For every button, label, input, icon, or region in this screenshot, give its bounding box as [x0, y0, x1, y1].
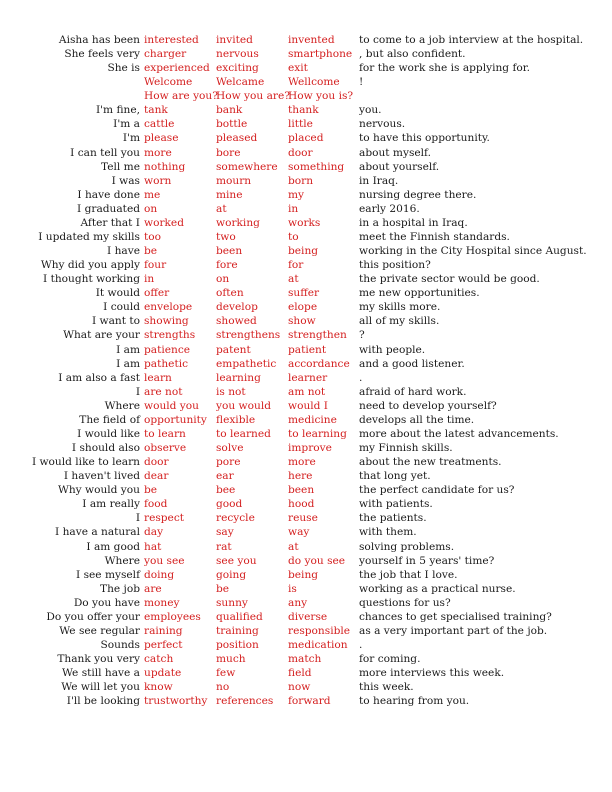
sentence-end: about myself.: [359, 146, 431, 159]
exercise-row: [0, 272, 612, 286]
exercise-row: [0, 554, 612, 568]
exercise-row: [0, 568, 612, 582]
word-option-3[interactable]: medicine: [288, 413, 337, 426]
sentence-end: more interviews this week.: [359, 667, 505, 680]
word-option-3[interactable]: match: [288, 653, 322, 666]
sentence-end: chances to get specialised training?: [359, 610, 552, 623]
word-option-2[interactable]: been: [216, 245, 243, 258]
sentence-end: meet the Finnish standards.: [359, 230, 510, 243]
word-option-2[interactable]: recycle: [216, 512, 255, 525]
word-option-3[interactable]: forward: [288, 695, 331, 708]
sentence-start: I: [135, 385, 140, 398]
sentence-start: I want to: [91, 315, 140, 328]
word-option-1[interactable]: cattle: [144, 118, 175, 131]
word-option-2[interactable]: going: [216, 568, 247, 581]
sentence-start: I would like to learn: [31, 456, 140, 469]
word-option-1[interactable]: four: [144, 259, 167, 272]
word-option-2[interactable]: Welcame: [216, 76, 265, 89]
sentence-end: to have this opportunity.: [359, 132, 490, 145]
exercise-row: [0, 385, 612, 399]
sentence-end: about the new treatments.: [359, 456, 502, 469]
word-option-3[interactable]: to learning: [288, 427, 347, 440]
sentence-end: afraid of hard work.: [359, 385, 467, 398]
exercise-row: [0, 582, 612, 596]
exercise-row: [0, 427, 612, 441]
sentence-start: Thank you very: [57, 653, 140, 666]
exercise-row: [0, 666, 612, 680]
exercise-row: [0, 146, 612, 160]
exercise-row: [0, 300, 612, 314]
word-option-2[interactable]: at: [216, 202, 227, 215]
word-option-2[interactable]: position: [216, 639, 259, 651]
sentence-end: more about the latest advancements.: [359, 427, 559, 440]
word-option-2[interactable]: good: [216, 498, 243, 511]
sentence-start: I can tell you: [70, 146, 140, 159]
word-option-1[interactable]: know: [144, 681, 173, 694]
word-option-2[interactable]: pleased: [216, 132, 258, 145]
exercise-row: [0, 469, 612, 483]
word-option-1[interactable]: hat: [144, 540, 162, 553]
word-option-1[interactable]: day: [144, 526, 164, 539]
sentence-end: in a hospital in Iraq.: [359, 216, 468, 229]
sentence-start: I could: [103, 301, 140, 314]
word-option-3[interactable]: diverse: [288, 610, 328, 623]
word-option-2[interactable]: exciting: [216, 62, 259, 75]
word-option-1[interactable]: raining: [144, 624, 183, 637]
word-option-3[interactable]: at: [288, 273, 299, 286]
word-option-2[interactable]: training: [216, 624, 259, 637]
word-option-3[interactable]: born: [288, 174, 314, 187]
sentence-start: The job: [100, 582, 140, 595]
sentence-start: Where: [104, 399, 140, 412]
sentence-end: nursing degree there.: [359, 188, 477, 201]
exercise-row: [0, 89, 612, 103]
exercise-row: [0, 511, 612, 525]
word-option-3[interactable]: accordance: [288, 357, 350, 370]
word-option-1[interactable]: door: [144, 456, 169, 469]
word-option-1[interactable]: perfect: [144, 639, 183, 651]
sentence-end: all of my skills.: [359, 315, 440, 328]
word-option-3[interactable]: door: [288, 146, 313, 159]
exercise-row: [0, 47, 612, 61]
word-option-1[interactable]: offer: [144, 287, 170, 300]
sentence-start: Aisha has been: [58, 34, 140, 46]
exercise-row: [0, 455, 612, 469]
sentence-end: !: [359, 76, 364, 89]
sentence-end: in Iraq.: [359, 174, 399, 187]
word-option-3[interactable]: at: [288, 540, 299, 553]
sentence-start: What are your: [63, 329, 140, 342]
exercise-row: [0, 483, 612, 497]
word-option-3[interactable]: now: [288, 681, 311, 694]
word-option-3[interactable]: more: [288, 456, 316, 469]
word-option-3[interactable]: been: [288, 484, 315, 497]
word-option-2[interactable]: bore: [216, 146, 241, 159]
sentence-start: It would: [95, 287, 140, 300]
exercise-row: [0, 75, 612, 89]
sentence-start: After that I: [80, 216, 140, 229]
word-option-3[interactable]: am not: [288, 385, 326, 398]
word-option-1[interactable]: money: [144, 596, 180, 609]
exercise-row: [0, 399, 612, 413]
sentence-start: I'm a: [113, 118, 140, 131]
exercise-row: [0, 413, 612, 427]
word-option-2[interactable]: flexible: [216, 413, 256, 426]
word-option-1[interactable]: doing: [144, 568, 175, 581]
word-option-2[interactable]: rat: [216, 540, 232, 553]
word-option-1[interactable]: to learn: [144, 427, 186, 440]
word-option-3[interactable]: reuse: [288, 512, 318, 525]
word-option-1[interactable]: please: [144, 132, 179, 145]
sentence-start: We still have a: [62, 667, 140, 680]
word-option-1[interactable]: be: [144, 245, 158, 258]
exercise-row: [0, 131, 612, 145]
sentence-start: I am also a fast: [58, 371, 140, 384]
word-option-2[interactable]: mine: [216, 188, 243, 201]
sentence-end: the private sector would be good.: [359, 273, 540, 286]
sentence-end: ?: [359, 329, 365, 342]
sentence-start: We see regular: [59, 624, 140, 637]
sentence-start: Do you have: [73, 596, 140, 609]
sentence-start: I see myself: [76, 568, 140, 581]
word-option-2[interactable]: bank: [216, 104, 243, 117]
sentence-start: I should also: [71, 442, 140, 455]
word-option-1[interactable]: learn: [144, 371, 172, 384]
word-option-1[interactable]: experienced: [144, 62, 210, 75]
sentence-end: yourself in 5 years' time?: [359, 554, 495, 567]
sentence-start: She feels very: [64, 48, 140, 61]
word-option-3[interactable]: would I: [288, 399, 328, 412]
word-option-3[interactable]: patient: [288, 343, 327, 356]
word-option-2[interactable]: somewhere: [216, 160, 278, 173]
word-option-3[interactable]: elope: [288, 301, 318, 314]
sentence-start: I haven't lived: [63, 470, 140, 483]
exercise-row: [0, 286, 612, 300]
sentence-end: working as a practical nurse.: [359, 582, 516, 595]
exercise-row: [0, 525, 612, 539]
sentence-end: the patients.: [359, 512, 427, 525]
word-option-3[interactable]: my: [288, 188, 305, 201]
word-option-3[interactable]: How you is?: [288, 90, 354, 103]
sentence-start: I: [135, 512, 140, 525]
sentence-start: I'll be looking: [66, 695, 140, 708]
word-option-3[interactable]: exit: [288, 62, 308, 75]
sentence-end: the job that I love.: [359, 568, 458, 581]
word-option-1[interactable]: respect: [144, 512, 185, 525]
word-option-3[interactable]: any: [288, 596, 308, 609]
sentence-start: I have a natural: [55, 526, 140, 539]
exercise-row: [0, 216, 612, 230]
exercise-row: [0, 230, 612, 244]
word-option-3[interactable]: being: [288, 568, 319, 581]
exercise-row: [0, 357, 612, 371]
sentence-start: I thought working: [43, 273, 140, 286]
exercise-row: [0, 188, 612, 202]
sentence-start: I'm: [122, 132, 140, 145]
sentence-start: The field of: [79, 413, 140, 426]
sentence-end: this position?: [359, 259, 431, 272]
word-option-2[interactable]: How you are?: [216, 90, 290, 103]
word-option-1[interactable]: you see: [144, 554, 185, 567]
word-option-2[interactable]: invited: [216, 34, 253, 46]
word-option-3[interactable]: responsible: [288, 624, 351, 637]
exercise-row: [0, 202, 612, 216]
word-option-3[interactable]: to: [288, 230, 299, 243]
exercise-row: [0, 117, 612, 131]
word-option-2[interactable]: often: [216, 287, 244, 300]
word-option-3[interactable]: field: [288, 667, 312, 680]
word-option-3[interactable]: improve: [288, 442, 332, 455]
word-option-1[interactable]: worn: [144, 174, 172, 187]
sentence-end: need to develop yourself?: [359, 399, 497, 412]
word-option-1[interactable]: are not: [144, 385, 183, 398]
sentence-end: as a very important part of the job.: [359, 624, 548, 637]
word-option-1[interactable]: dear: [144, 470, 169, 483]
sentence-end: my Finnish skills.: [359, 442, 453, 455]
sentence-start: We will let you: [61, 681, 140, 694]
exercise-row: [0, 343, 612, 357]
word-option-3[interactable]: here: [288, 470, 313, 483]
sentence-end: .: [359, 639, 363, 651]
word-option-1[interactable]: patience: [144, 343, 191, 356]
sentence-end: my skills more.: [359, 301, 441, 314]
sentence-start: I would like: [77, 427, 140, 440]
word-option-3[interactable]: strengthen: [288, 329, 347, 342]
exercise-row: [0, 610, 612, 624]
exercise-row: [0, 694, 612, 708]
sentence-end: the perfect candidate for us?: [359, 484, 515, 497]
sentence-end: about yourself.: [359, 160, 440, 173]
word-option-3[interactable]: something: [288, 160, 345, 173]
sentence-end: solving problems.: [359, 540, 455, 553]
word-option-2[interactable]: showed: [216, 315, 257, 328]
sentence-start: Where: [104, 554, 140, 567]
word-option-3[interactable]: in: [288, 202, 299, 215]
word-option-2[interactable]: strengthens: [216, 329, 281, 342]
word-option-2[interactable]: pore: [216, 456, 241, 469]
sentence-end: questions for us?: [359, 596, 451, 609]
sentence-start: Why did you apply: [40, 259, 140, 272]
word-option-2[interactable]: patent: [216, 343, 251, 356]
exercise-row: [0, 497, 612, 511]
word-option-2[interactable]: ear: [216, 470, 234, 483]
word-option-2[interactable]: bottle: [216, 118, 248, 131]
sentence-start: I am: [116, 357, 140, 370]
word-option-2[interactable]: bee: [216, 484, 236, 497]
word-option-1[interactable]: How are you?: [144, 90, 218, 103]
exercise-row: [0, 61, 612, 75]
word-option-3[interactable]: being: [288, 245, 319, 258]
sentence-end: you.: [359, 104, 382, 117]
word-option-3[interactable]: thank: [288, 104, 319, 117]
sentence-end: nervous.: [359, 118, 406, 131]
word-option-1[interactable]: catch: [144, 653, 174, 666]
word-option-3[interactable]: suffer: [288, 287, 320, 300]
exercise-row: [0, 371, 612, 385]
word-option-3[interactable]: medication: [288, 639, 348, 651]
sentence-start: She is: [107, 62, 140, 75]
sentence-start: I am: [116, 343, 140, 356]
word-option-1[interactable]: be: [144, 484, 158, 497]
word-option-2[interactable]: you would: [216, 399, 271, 412]
word-option-3[interactable]: invented: [288, 34, 335, 46]
exercise-row: [0, 624, 612, 638]
word-option-1[interactable]: showing: [144, 315, 189, 328]
sentence-end: with patients.: [359, 498, 433, 511]
word-option-2[interactable]: solve: [216, 442, 244, 455]
word-option-2[interactable]: nervous: [216, 48, 259, 61]
sentence-start: Sounds: [100, 639, 140, 651]
exercise-row: [0, 540, 612, 554]
word-option-2[interactable]: is not: [216, 385, 246, 398]
word-option-1[interactable]: envelope: [144, 301, 193, 314]
word-option-3[interactable]: works: [288, 216, 321, 229]
sentence-end: to come to a job interview at the hospital.: [359, 34, 584, 46]
word-option-2[interactable]: much: [216, 653, 246, 666]
word-option-3[interactable]: learner: [288, 371, 328, 384]
sentence-start: Tell me: [101, 160, 140, 173]
word-option-3[interactable]: smartphone: [288, 48, 353, 61]
sentence-end: , but also confident.: [359, 48, 466, 61]
word-option-1[interactable]: pathetic: [144, 357, 189, 370]
sentence-end: .: [359, 371, 363, 384]
word-option-1[interactable]: interested: [144, 34, 199, 46]
word-option-1[interactable]: opportunity: [144, 413, 207, 426]
word-option-2[interactable]: mourn: [216, 174, 252, 187]
exercise-row: [0, 33, 612, 47]
exercise-row: [0, 680, 612, 694]
word-option-1[interactable]: charger: [144, 48, 187, 61]
word-option-3[interactable]: way: [288, 526, 310, 539]
exercise-row: [0, 638, 612, 652]
sentence-start: I graduated: [77, 202, 140, 215]
sentence-start: I'm fine,: [95, 104, 140, 117]
sentence-start: Do you offer your: [46, 610, 140, 623]
word-option-1[interactable]: worked: [144, 216, 184, 229]
word-option-1[interactable]: update: [144, 667, 182, 680]
word-option-1[interactable]: strengths: [144, 329, 196, 342]
word-option-1[interactable]: are: [144, 582, 162, 595]
sentence-start: I am good: [86, 540, 140, 553]
word-option-1[interactable]: in: [144, 273, 155, 286]
word-option-1[interactable]: nothing: [144, 160, 186, 173]
sentence-start: I am really: [82, 498, 140, 511]
sentence-start: I updated my skills: [38, 230, 140, 243]
word-option-2[interactable]: working: [216, 216, 260, 229]
exercise-row: [0, 103, 612, 117]
word-option-3[interactable]: show: [288, 315, 316, 328]
exercise-row: [0, 596, 612, 610]
sentence-end: this week.: [359, 681, 414, 694]
word-option-3[interactable]: is: [288, 582, 297, 595]
exercise-row: [0, 314, 612, 328]
word-option-2[interactable]: sunny: [216, 596, 248, 609]
word-option-2[interactable]: be: [216, 582, 230, 595]
sentence-end: to hearing from you.: [359, 695, 470, 708]
word-option-2[interactable]: develop: [216, 301, 258, 314]
word-option-2[interactable]: no: [216, 681, 230, 694]
sentence-start: I have: [107, 245, 140, 258]
word-option-3[interactable]: do you see: [288, 554, 346, 567]
word-option-1[interactable]: trustworthy: [144, 695, 208, 708]
sentence-end: develops all the time.: [359, 413, 475, 426]
word-option-2[interactable]: two: [216, 230, 236, 243]
word-option-2[interactable]: empathetic: [216, 357, 277, 370]
sentence-end: early 2016.: [359, 202, 420, 215]
sentence-start: Why would you: [57, 484, 140, 497]
word-option-1[interactable]: food: [144, 498, 168, 511]
exercise-row: [0, 244, 612, 258]
word-option-3[interactable]: for: [288, 259, 304, 272]
word-option-2[interactable]: fore: [216, 259, 238, 272]
sentence-end: working in the City Hospital since August.: [359, 245, 587, 258]
word-option-1[interactable]: observe: [144, 442, 187, 455]
sentence-end: for coming.: [359, 653, 421, 666]
word-option-1[interactable]: tank: [144, 104, 168, 117]
word-option-2[interactable]: say: [216, 526, 234, 539]
exercise-row: [0, 160, 612, 174]
word-option-2[interactable]: references: [216, 695, 274, 708]
sentence-end: with them.: [359, 526, 417, 539]
word-option-3[interactable]: hood: [288, 498, 315, 511]
word-option-3[interactable]: little: [288, 118, 313, 131]
sentence-end: that long yet.: [359, 470, 431, 483]
word-option-1[interactable]: employees: [144, 610, 201, 623]
exercise-row: [0, 328, 612, 342]
word-option-1[interactable]: on: [144, 202, 158, 215]
sentence-end: and a good listener.: [359, 357, 465, 370]
sentence-end: me new opportunities.: [359, 287, 480, 300]
exercise-row: [0, 174, 612, 188]
word-option-1[interactable]: me: [144, 188, 161, 201]
word-option-2[interactable]: to learned: [216, 427, 271, 440]
word-option-3[interactable]: placed: [288, 132, 324, 145]
sentence-start: I have done: [77, 188, 140, 201]
word-option-3[interactable]: Wellcome: [288, 76, 340, 89]
word-option-1[interactable]: more: [144, 146, 172, 159]
sentence-end: for the work she is applying for.: [359, 62, 531, 75]
sentence-end: with people.: [359, 343, 426, 356]
exercise-row: [0, 652, 612, 666]
word-option-2[interactable]: qualified: [216, 610, 263, 623]
word-option-1[interactable]: Welcome: [144, 76, 193, 89]
word-option-2[interactable]: learning: [216, 371, 261, 384]
sentence-start: I was: [111, 174, 140, 187]
word-option-2[interactable]: on: [216, 273, 230, 286]
exercise-row: [0, 441, 612, 455]
word-option-2[interactable]: few: [216, 667, 236, 680]
exercise-row: [0, 258, 612, 272]
word-option-1[interactable]: too: [144, 230, 162, 243]
word-option-1[interactable]: would you: [144, 399, 199, 412]
word-option-2[interactable]: see you: [216, 554, 257, 567]
